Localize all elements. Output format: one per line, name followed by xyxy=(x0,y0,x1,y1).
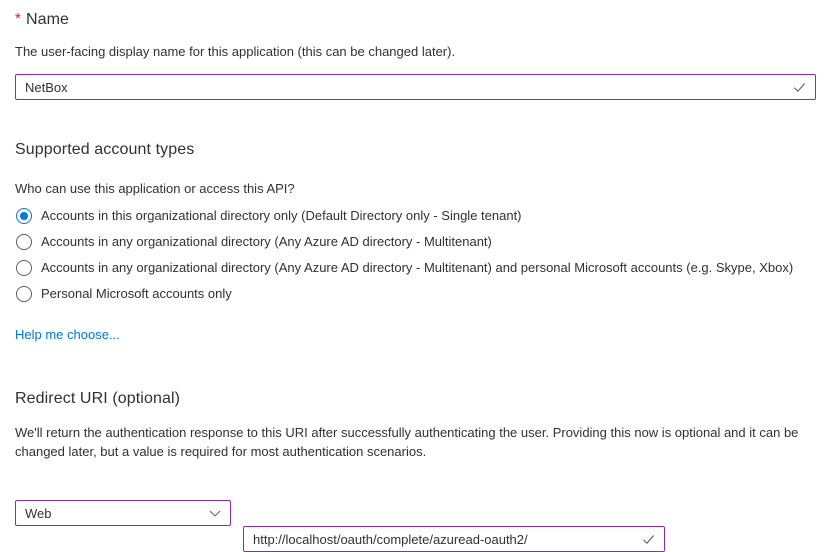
radio-button-icon[interactable] xyxy=(16,260,32,276)
checkmark-icon xyxy=(792,80,807,95)
chevron-down-icon xyxy=(207,506,222,521)
redirect-uri-input-value: http://localhost/oauth/complete/azuread-oauth2/ xyxy=(253,531,528,547)
redirect-uri-input[interactable] xyxy=(243,526,665,552)
platform-select[interactable] xyxy=(15,500,231,526)
name-label: Name xyxy=(25,11,70,28)
required-asterisk: * xyxy=(15,10,21,27)
name-input-value: NetBox xyxy=(25,79,68,95)
radio-option-multitenant[interactable] xyxy=(16,233,492,250)
radio-option-multitenant-personal[interactable] xyxy=(16,259,793,276)
redirect-uri-description: We'll return the authentication response to this URI after successfully authenticating the user. Providing this now is optional and it can be changed later, but a value is required for most authentication scenarios. xyxy=(15,425,799,459)
checkmark-icon xyxy=(641,532,656,547)
radio-option-personal-only[interactable] xyxy=(16,285,232,302)
name-input[interactable] xyxy=(15,74,816,100)
platform-select-value: Web xyxy=(25,505,52,521)
help-me-choose-link[interactable]: Help me choose... xyxy=(15,327,120,342)
account-types-question: Who can use this application or access this API? xyxy=(15,181,295,196)
account-types-header: Supported account types xyxy=(15,141,195,158)
radio-option-label: Personal Microsoft accounts only xyxy=(41,286,232,301)
name-section-header xyxy=(15,10,69,29)
radio-option-label: Accounts in this organizational directory only (Default Directory only - Single tenant) xyxy=(41,208,522,223)
radio-option-label: Accounts in any organizational directory (Any Azure AD directory - Multitenant) xyxy=(41,234,492,249)
radio-button-icon[interactable] xyxy=(16,234,32,250)
radio-button-icon[interactable] xyxy=(16,286,32,302)
name-description: The user-facing display name for this application (this can be changed later). xyxy=(15,44,456,59)
radio-button-icon[interactable] xyxy=(16,208,32,224)
redirect-uri-header: Redirect URI (optional) xyxy=(15,390,181,407)
radio-option-single-tenant[interactable] xyxy=(16,207,522,224)
radio-option-label: Accounts in any organizational directory (Any Azure AD directory - Multitenant) and personal Microsoft accounts (e.g. Skype, Xbox) xyxy=(41,260,794,275)
